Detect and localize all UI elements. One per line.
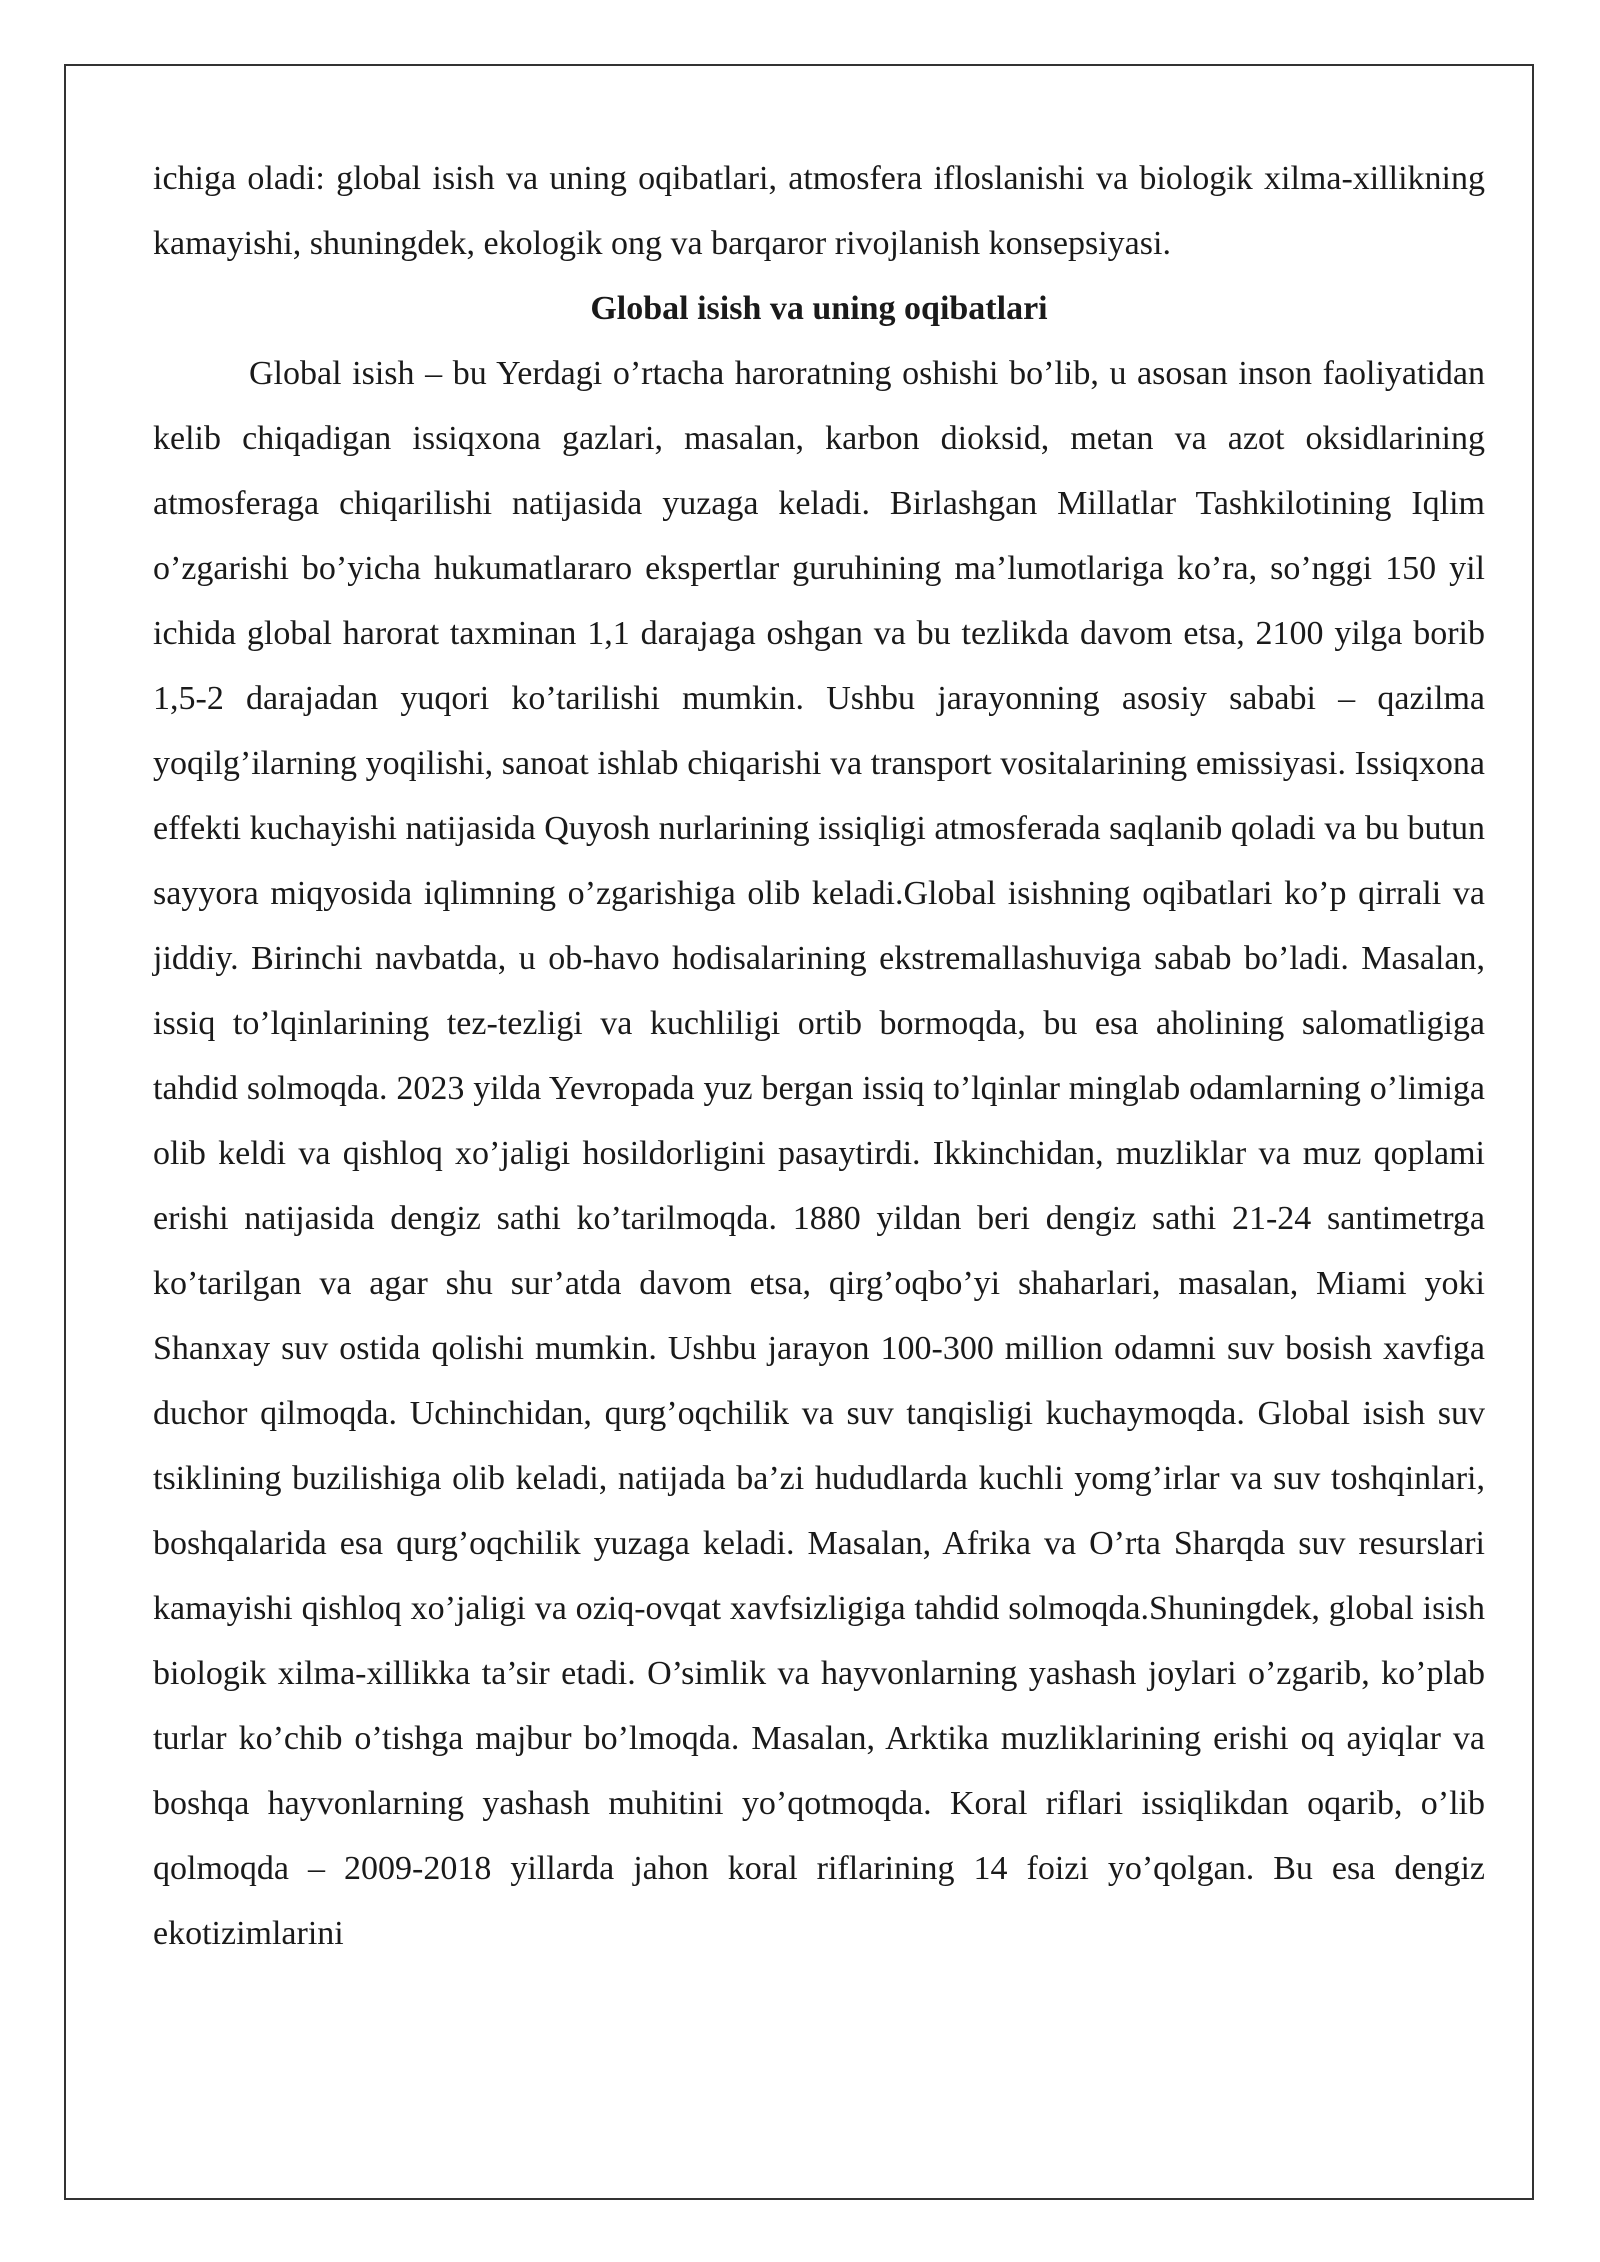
intro-paragraph: ichiga oladi: global isish va uning oqibatlari, atmosfera ifloslanishi va biologik xilma-xillikning kamayishi, shuningdek, ekologik ong va barqaror rivojlanish konsepsiyasi. (153, 160, 1485, 262)
page-content (153, 146, 1485, 1966)
body-paragraph: Global isish – bu Yerdagi o’rtacha haroratning oshishi bo’lib, u asosan inson faoliyatidan kelib chiqadigan issiqxona gazlari, masalan, karbon dioksid, metan va azot oksidlarining atmosferaga chiqarilishi natijasida yuzaga keladi. Birlashgan Millatlar Tashkilotining Iqlim o’zgarishi bo’yicha hukumatlararo ekspertlar guruhining ma’lumotlariga ko’ra, so’nggi 150 yil ichida global harorat taxminan 1,1 darajaga oshgan va bu tezlikda davom etsa, 2100 yilga borib 1,5-2 darajadan yuqori ko’tarilishi mumkin. Ushbu jarayonning asosiy sababi – qazilma yoqilg’ilarning yoqilishi, sanoat ishlab chiqarishi va transport vositalarining emissiyasi. Issiqxona effekti kuchayishi natijasida Quyosh nurlarining issiqligi atmosferada saqlanib qoladi va bu butun sayyora miqyosida iqlimning o’zgarishiga olib keladi.Global isishning oqibatlari ko’p qirrali va jiddiy. Birinchi navbatda, u ob-havo hodisalarining ekstremallashuviga sabab bo’ladi. Masalan, issiq to’lqinlarining tez-tezligi va kuchliligi ortib bormoqda, bu esa aholining salomatligiga tahdid solmoqda. 2023 yilda Yevropada yuz bergan issiq to’lqinlar minglab odamlarning o’limiga olib keldi va qishloq xo’jaligi hosildorligini pasaytirdi. Ikkinchidan, muzliklar va muz qoplami erishi natijasida dengiz sathi ko’tarilmoqda. 1880 yildan beri dengiz sathi 21-24 santimetrga ko’tarilgan va agar shu sur’atda davom etsa, qirg’oqbo’yi shaharlari, masalan, Miami yoki Shanxay suv ostida qolishi mumkin. Ushbu jarayon 100-300 million odamni suv bosish xavfiga duchor qilmoqda. Uchinchidan, qurg’oqchilik va suv tanqisligi kuchaymoqda. Global isish suv tsiklining buzilishiga olib keladi, natijada ba’zi hududlarda kuchli yomg’irlar va suv toshqinlari, boshqalarida esa qurg’oqchilik yuzaga keladi. Masalan, Afrika va O’rta Sharqda suv resurslari kamayishi qishloq xo’jaligi va oziq-ovqat xavfsizligiga tahdid solmoqda.Shuningdek, global isish biologik xilma-xillikka ta’sir etadi. O’simlik va hayvonlarning yashash joylari o’zgarib, ko’plab turlar ko’chib o’tishga majbur bo’lmoqda. Masalan, Arktika muzliklarining erishi oq ayiqlar va boshqa hayvonlarning yashash muhitini yo’qotmoqda. Koral riflari issiqlikdan oqarib, o’lib qolmoqda – 2009-2018 yillarda jahon koral riflarining 14 foizi yo’qolgan. Bu esa dengiz ekotizimlarini (153, 355, 1485, 1952)
section-heading: Global isish va uning oqibatlari (590, 290, 1048, 327)
